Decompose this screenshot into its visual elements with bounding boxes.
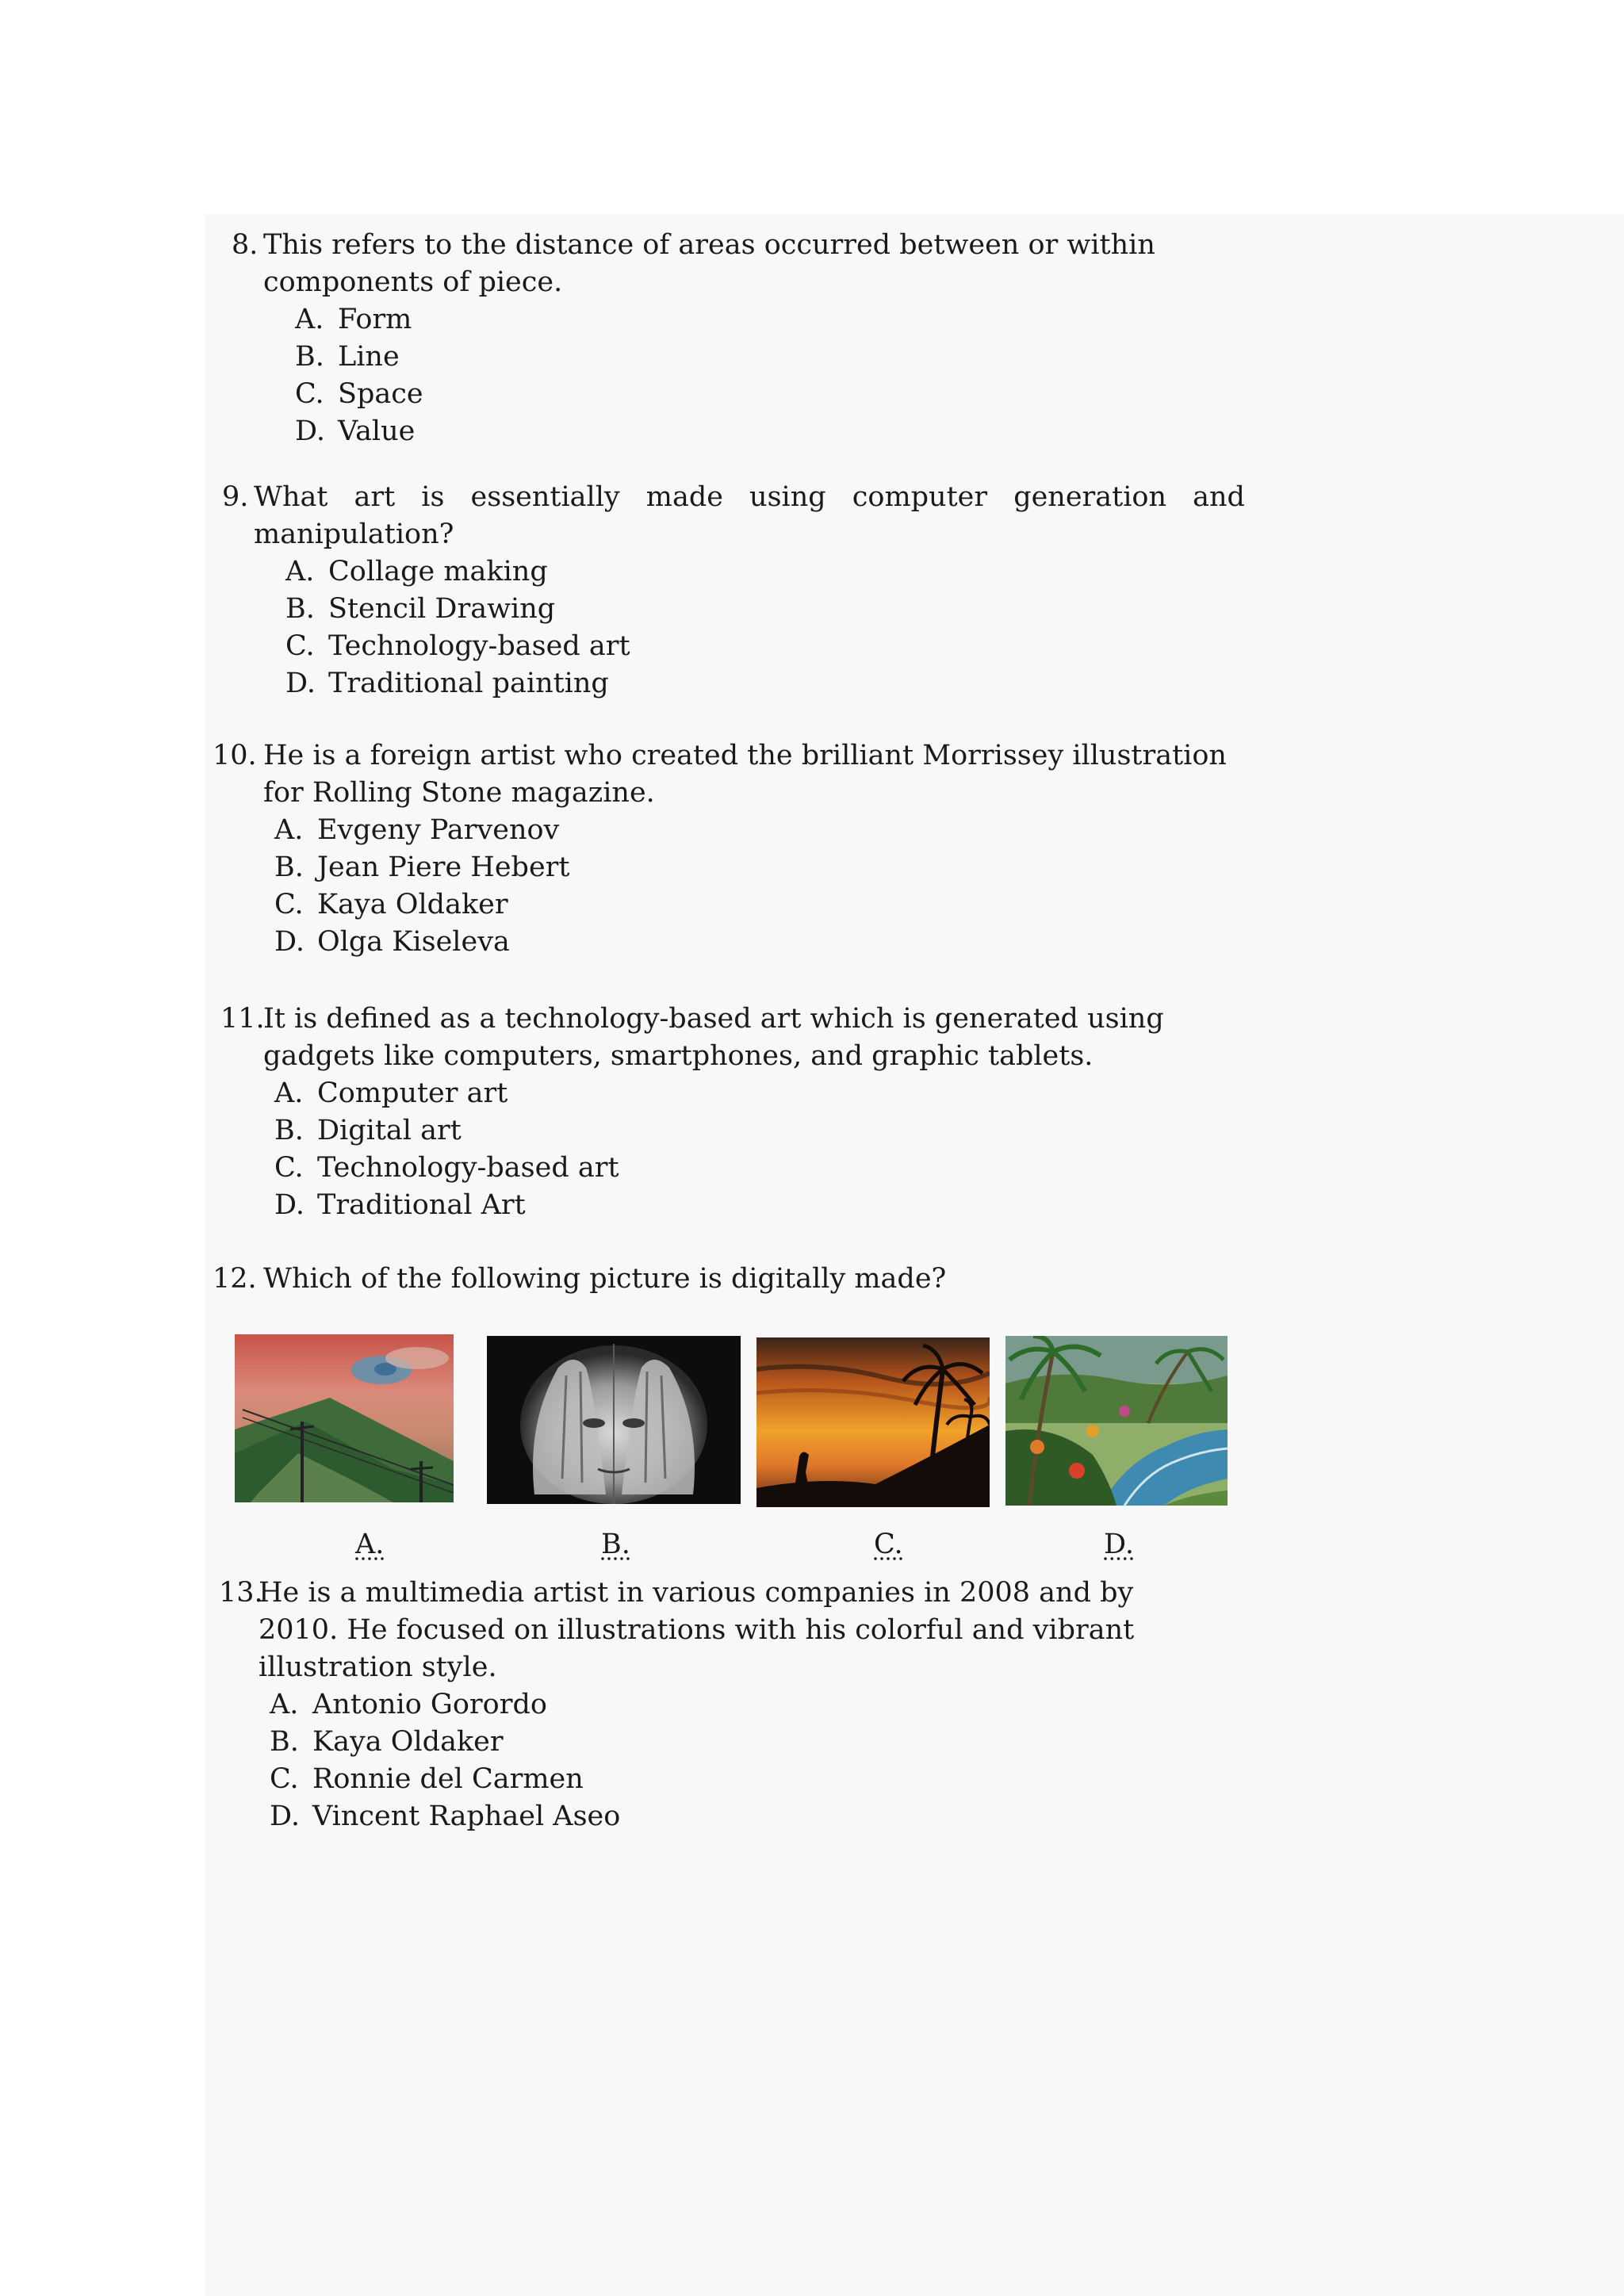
option-d[interactable] bbox=[295, 413, 1155, 450]
option-text: Olga Kiseleva bbox=[317, 926, 510, 958]
option-letter: B. bbox=[285, 593, 315, 625]
picture-option-b[interactable] bbox=[487, 1336, 741, 1504]
question-stem-line: It is defined as a technology-based art which is generated using bbox=[263, 1003, 1164, 1035]
option-text: Antonio Gorordo bbox=[312, 1689, 547, 1720]
question-10 bbox=[213, 737, 1227, 961]
painting-hillside-image bbox=[235, 1334, 454, 1502]
question-stem-line: gadgets like computers, smartphones, and graphic tablets. bbox=[263, 1040, 1094, 1072]
stem-word: made bbox=[645, 481, 723, 513]
option-letter: C. bbox=[274, 889, 304, 920]
option-letter: B. bbox=[274, 1115, 304, 1146]
jungle-river-image bbox=[1005, 1336, 1228, 1506]
option-a[interactable] bbox=[274, 812, 1227, 849]
picture-label-c: C. bbox=[874, 1529, 903, 1560]
picture-option-c[interactable] bbox=[756, 1337, 990, 1507]
picture-label-a: A. bbox=[355, 1529, 385, 1560]
stem-word: art bbox=[354, 481, 396, 513]
option-a[interactable] bbox=[295, 301, 1155, 339]
option-b[interactable] bbox=[270, 1724, 1134, 1761]
option-text: Computer art bbox=[317, 1077, 508, 1109]
option-letter: D. bbox=[285, 668, 316, 699]
question-stem-line: He is a foreign artist who created the brilliant Morrissey illustration bbox=[263, 740, 1227, 771]
option-letter: B. bbox=[295, 341, 324, 373]
stem-word: using bbox=[749, 481, 826, 513]
option-b[interactable] bbox=[274, 849, 1227, 886]
hands-face-image bbox=[487, 1336, 741, 1504]
option-text: Value bbox=[338, 415, 416, 447]
option-text: Ronnie del Carmen bbox=[312, 1763, 584, 1795]
option-letter: B. bbox=[270, 1726, 299, 1758]
option-text: Space bbox=[338, 378, 423, 410]
option-d[interactable] bbox=[274, 924, 1227, 961]
question-9 bbox=[222, 479, 1245, 702]
option-text: Kaya Oldaker bbox=[317, 889, 508, 920]
option-letter: A. bbox=[270, 1689, 299, 1720]
stem-word: essentially bbox=[470, 481, 620, 513]
stem-word: computer bbox=[852, 481, 988, 513]
question-stem-line: illustration style. bbox=[259, 1651, 497, 1683]
option-text: Line bbox=[338, 341, 400, 373]
option-c[interactable] bbox=[295, 376, 1155, 413]
option-list bbox=[220, 1075, 1164, 1224]
stem-word: generation bbox=[1013, 481, 1167, 513]
option-d[interactable] bbox=[285, 665, 1245, 702]
question-stem-line: 2010. He focused on illustrations with his colorful and vibrant bbox=[259, 1614, 1135, 1646]
option-letter: D. bbox=[270, 1800, 300, 1832]
option-letter: C. bbox=[285, 630, 315, 662]
option-c[interactable] bbox=[285, 628, 1245, 665]
option-list bbox=[213, 812, 1227, 961]
option-text: Traditional painting bbox=[328, 668, 609, 699]
question-stem-line bbox=[254, 479, 1245, 516]
option-letter: A. bbox=[295, 304, 324, 335]
question-stem-line: He is a multimedia artist in various companies in 2008 and by bbox=[259, 1577, 1134, 1609]
stem-word: What bbox=[254, 481, 328, 513]
question-number: 11. bbox=[220, 1003, 265, 1035]
option-text: Form bbox=[338, 304, 412, 335]
option-a[interactable] bbox=[270, 1686, 1134, 1724]
option-letter: D. bbox=[274, 926, 304, 958]
option-b[interactable] bbox=[274, 1112, 1164, 1150]
question-stem-line: for Rolling Stone magazine. bbox=[263, 777, 655, 809]
option-text: Stencil Drawing bbox=[328, 593, 556, 625]
question-stem-line: This refers to the distance of areas occurred between or within bbox=[263, 229, 1155, 261]
question-number: 10. bbox=[213, 740, 257, 771]
stem-word: is bbox=[421, 481, 445, 513]
stem-word: and bbox=[1193, 481, 1245, 513]
option-letter: C. bbox=[274, 1152, 304, 1184]
option-letter: C. bbox=[295, 378, 324, 410]
option-letter: A. bbox=[274, 1077, 304, 1109]
option-text: Technology-based art bbox=[328, 630, 630, 662]
question-number: 13. bbox=[219, 1577, 263, 1609]
option-c[interactable] bbox=[270, 1761, 1134, 1798]
option-text: Technology-based art bbox=[317, 1152, 619, 1184]
option-text: Collage making bbox=[328, 556, 548, 587]
option-text: Digital art bbox=[317, 1115, 462, 1146]
question-11 bbox=[220, 1001, 1164, 1224]
option-letter: A. bbox=[285, 556, 315, 587]
option-b[interactable] bbox=[295, 339, 1155, 376]
question-8 bbox=[232, 227, 1155, 450]
option-d[interactable] bbox=[274, 1187, 1164, 1224]
option-a[interactable] bbox=[285, 553, 1245, 591]
option-letter: D. bbox=[274, 1189, 304, 1221]
option-c[interactable] bbox=[274, 1150, 1164, 1187]
picture-label-d: D. bbox=[1104, 1529, 1134, 1560]
option-text: Evgeny Parvenov bbox=[317, 814, 560, 846]
option-text: Jean Piere Hebert bbox=[317, 851, 570, 883]
option-letter: C. bbox=[270, 1763, 299, 1795]
question-13 bbox=[219, 1575, 1134, 1835]
question-stem-line: manipulation? bbox=[254, 519, 454, 550]
option-c[interactable] bbox=[274, 886, 1227, 924]
picture-label-b: B. bbox=[601, 1529, 630, 1560]
question-stem-line: components of piece. bbox=[263, 266, 563, 298]
question-stem-line: Which of the following picture is digitally made? bbox=[263, 1263, 947, 1295]
sunset-palm-image bbox=[756, 1337, 990, 1507]
option-d[interactable] bbox=[270, 1798, 1134, 1835]
option-letter: B. bbox=[274, 851, 304, 883]
option-text: Traditional Art bbox=[317, 1189, 526, 1221]
question-number: 12. bbox=[213, 1263, 257, 1295]
picture-option-a[interactable] bbox=[235, 1334, 454, 1502]
picture-option-d[interactable] bbox=[1005, 1336, 1228, 1506]
option-letter: A. bbox=[274, 814, 304, 846]
option-letter: D. bbox=[295, 415, 325, 447]
question-12 bbox=[213, 1261, 946, 1298]
option-text: Vincent Raphael Aseo bbox=[312, 1800, 621, 1832]
option-a[interactable] bbox=[274, 1075, 1164, 1112]
option-list bbox=[219, 1686, 1134, 1835]
option-b[interactable] bbox=[285, 591, 1245, 628]
question-number: 8. bbox=[232, 229, 259, 261]
question-number: 9. bbox=[222, 481, 249, 513]
option-text: Kaya Oldaker bbox=[312, 1726, 504, 1758]
option-list bbox=[222, 553, 1245, 702]
option-list bbox=[232, 301, 1155, 450]
